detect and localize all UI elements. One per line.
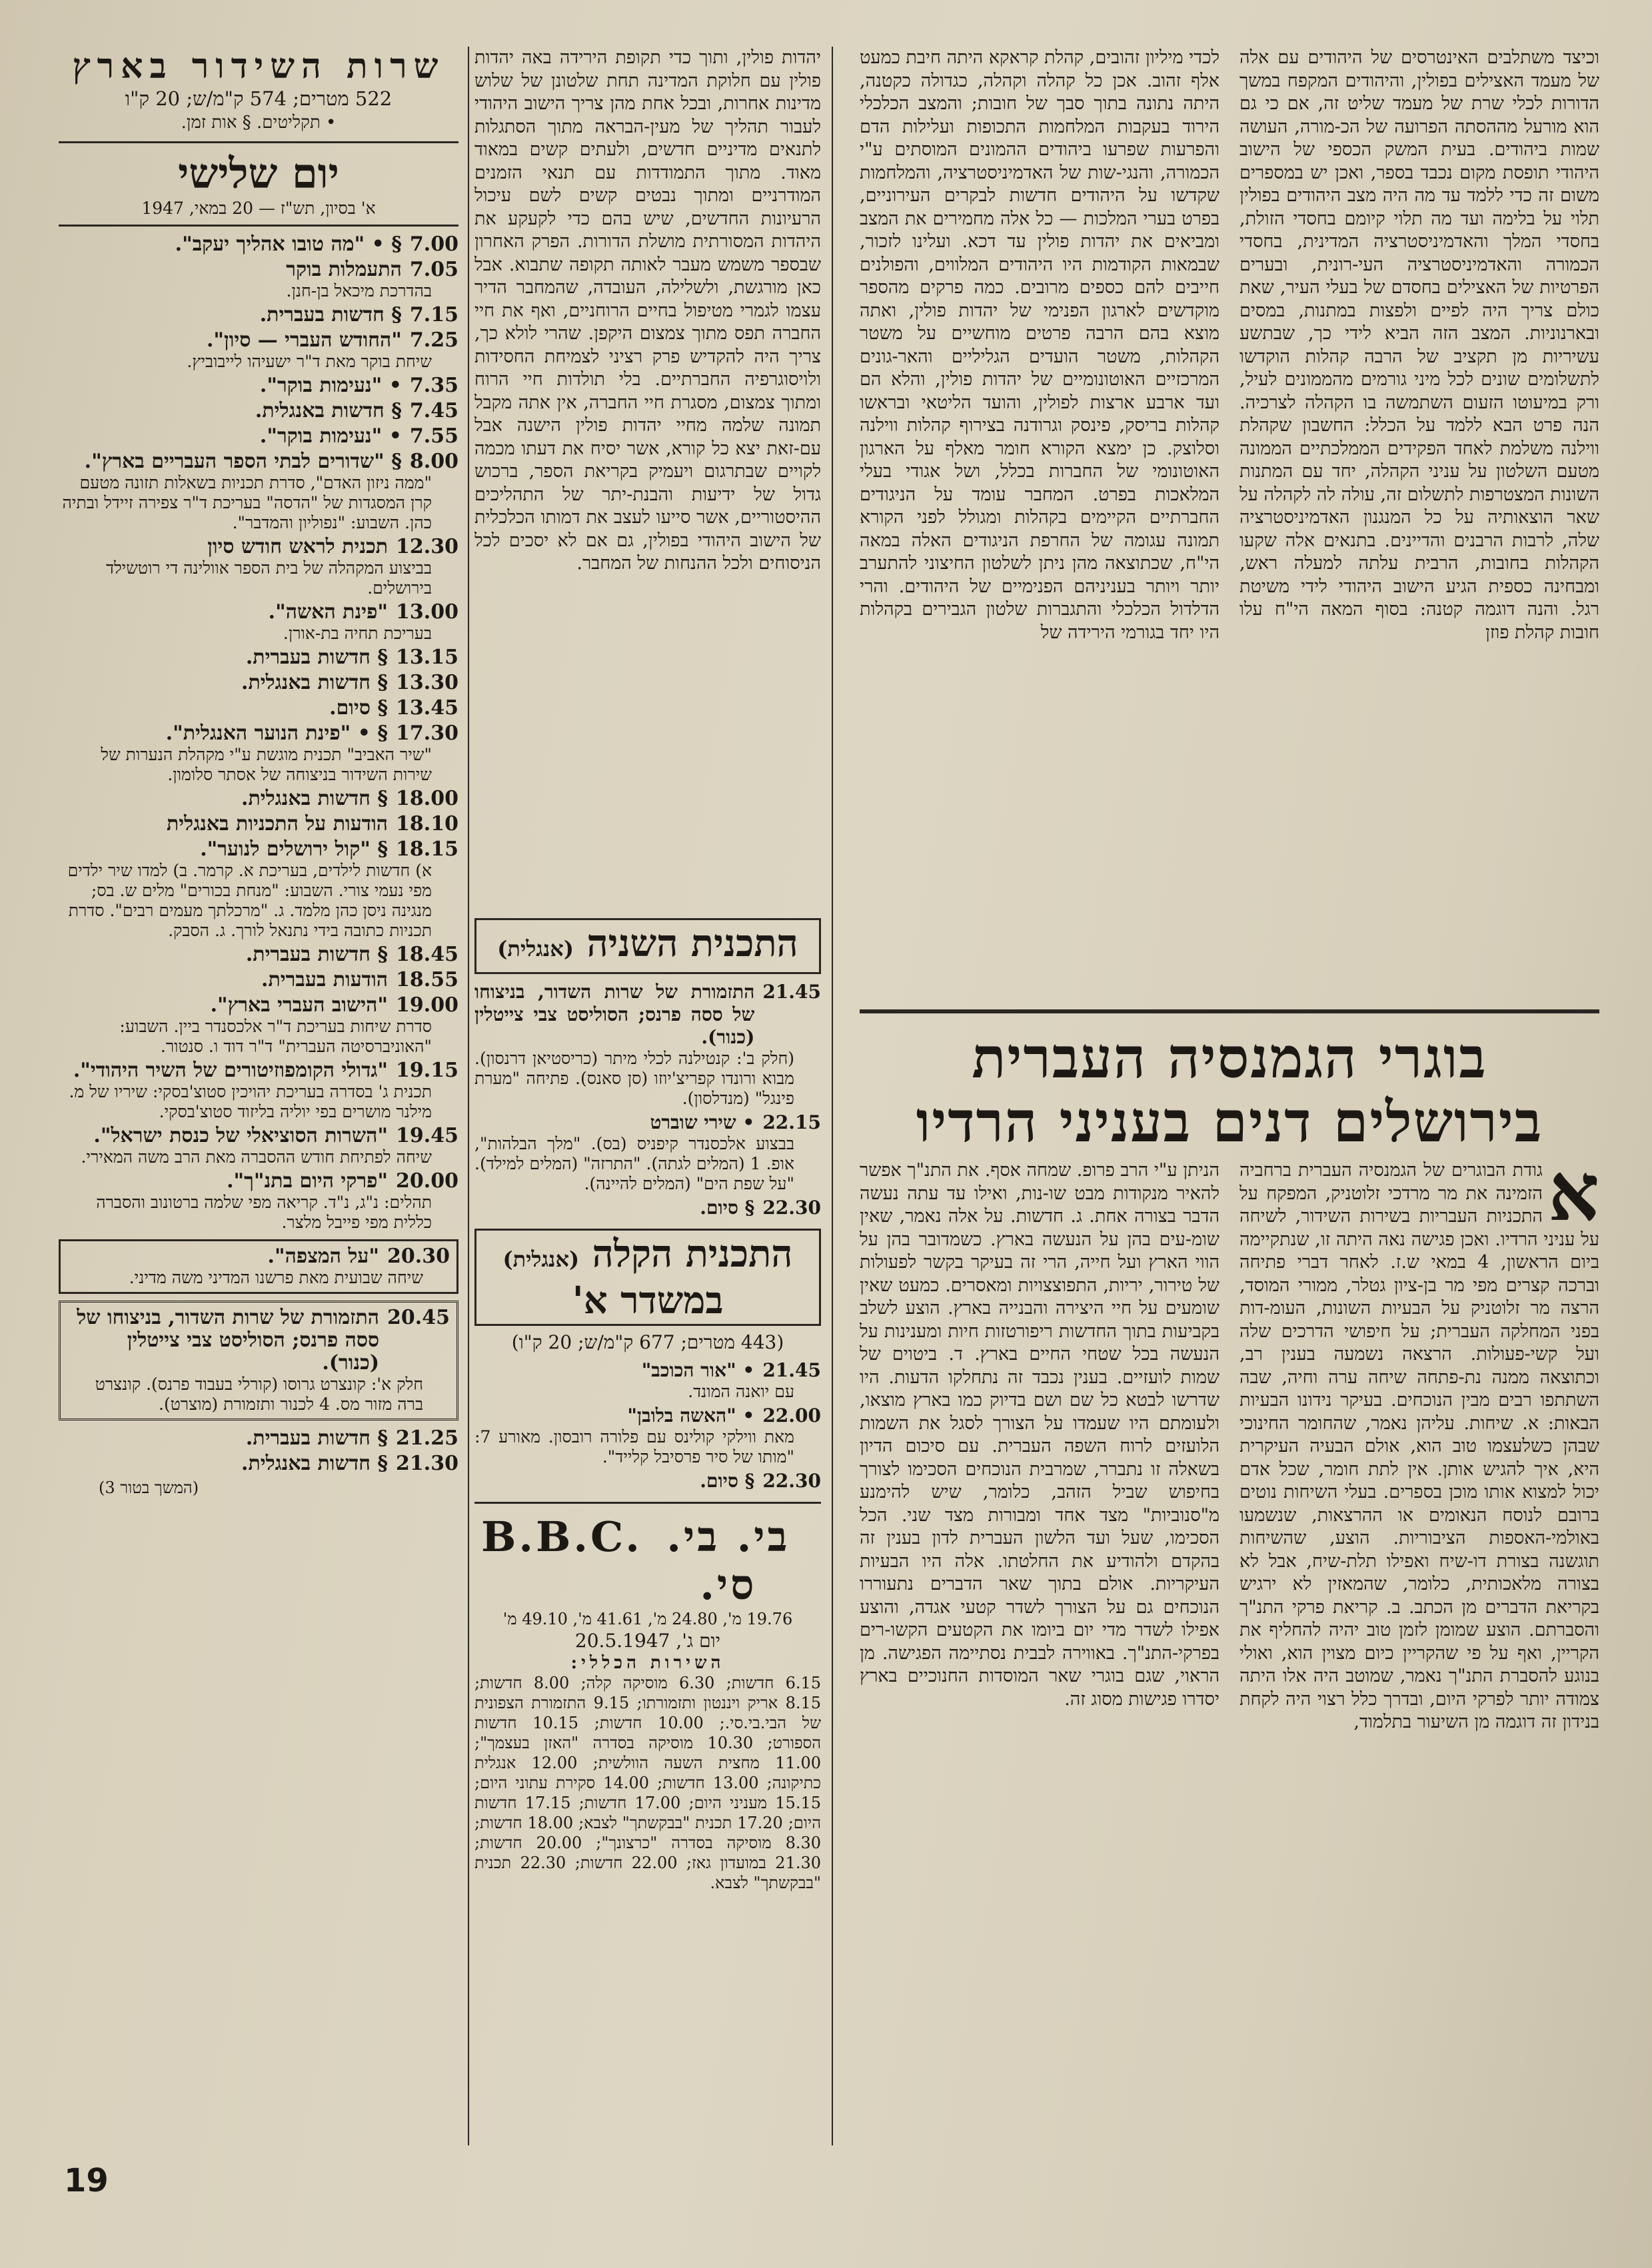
schedule-entry xyxy=(59,672,458,694)
entry-heading xyxy=(59,994,458,1017)
entry-time: 17.30 xyxy=(396,722,458,745)
entry-desc: תהלים: נ"ג, נ"ד. קריאה מפי שלמה ברטונוב והסברה כללית מפי פייבל מלצר. xyxy=(96,1193,432,1232)
entry-title: § חדשות באנגלית. xyxy=(241,671,389,694)
bbc-frequency: 19.76 מ', 24.80 מ', 41.61 מ', 49.10 מ' xyxy=(502,1610,793,1628)
entry-heading xyxy=(474,1111,821,1134)
headline-line-2: בירושלים דנים בעניני הרדיו xyxy=(916,1089,1543,1155)
bbc-day: יום ג', 20.5.1947 xyxy=(574,1630,721,1652)
divider xyxy=(59,225,458,227)
entry-heading xyxy=(59,943,458,966)
schedule-entry xyxy=(59,374,458,397)
schedule-entry xyxy=(59,259,458,301)
schedule-entry xyxy=(59,994,458,1057)
entry-time: 18.15 xyxy=(396,838,458,861)
entry-desc: בבצוע אלכסנדר קיפניס (בס). "מלך הבלהות", אופ. 1 (המלים לגתה). "התרזה" (המלים למילד). "על שפת הים" (המלים להיינה). xyxy=(474,1134,795,1193)
entry-time: 7.55 xyxy=(409,424,458,448)
schedule-entry xyxy=(474,981,821,1109)
entry-heading xyxy=(59,400,458,422)
entry-title: § חדשות בעברית. xyxy=(245,943,389,966)
entry-heading xyxy=(59,304,458,326)
story-headline xyxy=(860,1026,1599,1154)
entry-title: הודעות בעברית. xyxy=(261,968,389,991)
entry-desc: בביצוע המקהלה של בית הספר אוולינה די רוטשילד בירושלים. xyxy=(105,558,432,598)
program-title: התכנית הקלה xyxy=(592,1232,793,1276)
station-frequency: 522 מטרים; 574 ק"מ/ש; 20 ק"ו xyxy=(125,87,393,110)
entry-title: § חדשות באנגלית. xyxy=(241,1452,389,1475)
orchestra-box xyxy=(59,1301,458,1420)
entry-heading xyxy=(474,1359,821,1382)
dropcap: א xyxy=(1547,1159,1599,1239)
schedule-entry xyxy=(474,1470,821,1492)
continued-note: (המשך בטור 3) xyxy=(99,1478,199,1497)
entry-heading xyxy=(59,1427,458,1450)
bbc-section: השירות הכללי: xyxy=(570,1653,725,1673)
entry-heading xyxy=(59,838,458,861)
bbc-schedule-text: 6.15 חדשות; 6.30 מוסיקה קלה; 8.00 חדשות; 8.15 אריק ויננטון ותזמורתו; 9.15 התזמורת הצפונית של הבי.בי.סי.; 10.00 חדשות; 10.15 חדשות הספורט; 10.30 מוסיקה בסדרה "האזן בעצמך"; 11.00 מחצית השעה הוולשית; 12.00 אנגלית כתיקונה; 13.00 חדשות; 14.00 סקירת עתוני היום; 15.15 מעניני היום; 17.00 חדשות; 17.15 חדשות היום; 17.20 תכנית "בבקשתך" לצבא; 18.00 חדשות; 8.30 מוסיקה בסדרה "כרצונך"; 20.00 חדשות; 21.30 במועדון גאז; 22.00 חדשות; 22.30 תכנית "בבקשתך" לצבא. xyxy=(474,1674,821,1892)
program-title: התכנית השניה xyxy=(586,921,798,965)
entry-time: 18.00 xyxy=(396,787,458,810)
schedule-entry xyxy=(474,1197,821,1219)
entry-title: • "נעימות בוקר". xyxy=(259,424,402,448)
program-lang: (אנגלית) xyxy=(497,936,574,961)
entry-desc: חלק א': קונצרט גרוסו (קורלי בעבוד פרנס). קונצרט ברה מזור מס. 4 לכנור ותזמורת (מוצרט). xyxy=(95,1375,423,1414)
entry-time: 19.15 xyxy=(396,1059,458,1082)
entry-desc: מאת ווילקי קולינס עם פלורה רובסון. מאורע 7: "מותו של סיר פרסיבל קלייד". xyxy=(474,1427,794,1466)
radio-schedule-column xyxy=(59,47,458,2145)
schedule-entry xyxy=(59,425,458,448)
entry-title: • "האשה בלובן" xyxy=(627,1405,755,1426)
entry-heading xyxy=(59,697,458,720)
schedule-entry xyxy=(474,1405,821,1467)
schedule-list xyxy=(59,233,458,1233)
schedule-entry xyxy=(59,969,458,991)
day-title: יום שלישי xyxy=(178,149,339,198)
entry-time: 21.25 xyxy=(396,1426,458,1450)
entry-time: 13.45 xyxy=(396,696,458,720)
entry-desc: "שיר האביב" תכנית מוגשת ע"י מקהלת הנערות של שירות השידור בניצוחה של אסתר סלומון. xyxy=(101,745,432,784)
headline-line-1: בוגרי הגמנסיה העברית xyxy=(972,1025,1487,1091)
schedule-entry xyxy=(59,1452,458,1475)
entry-time: 20.00 xyxy=(396,1169,458,1193)
entry-time: 7.25 xyxy=(409,328,458,352)
story-left-col: הניתן ע"י הרב פרופ. שמחה אסף. את התנ"ך אפשר להאיר מנקודות מבט שו-נות, ואילו עד עתה נעשה הדבר בצורה אחת. ג. חדשות. על אלה נאמר, שאין שומ-עים בהן על הנעשה בארץ. כשמדובר בהן על הווי הארץ ועל חייה, הרי זה בעיקר בקשר לפעולות של טירור, יריות, התפוצצויות ומאסרים. כמעט שאין שומעים על חיי היצירה והבנייה בארץ. הוצע לשלב בקביעות בתוך החדשות ריפורטזות חיות ומענינות על הנעשה בכל שטחי החיים בארץ. ד. ביטוים של שמות לועזיים. בענין נכבד זה נתחלקו הדעות. היו שדרשו לבטא כל שם ושם בדיוק כמו בארץ מוצאו, ולעומתם היו שעמדו על הצורך לסגל את השמות הלועזים לרוח השפה העברית. עם סיכום הדיון בשאלה זו נתברר, שמרבית הנוכחים הסכימו לצורך בחיפוש שביל הזהב, כלומר, שיש להימנע מ"סנוביות" מצד אחד ומבורות מצד שני. הכל הסכימו, שעל ועד הלשון העברית לדון בענין זה בהקדם ולהודיע את החלטתו. אלה היו הבעיות העיקריות. אולם בתוך שאר הדברים נתעוררו הנוכחים גם על הצורך לשדר קטעי אגדה, והוצע אפילו לשדר מדי יום ביומו את הקטעים הקשו-רים בפרקי-התנ"ך. באווירה לבבית נסתיימה הפגישה. מן הראוי, שגם בוגרי שאר המוסדות החנוכיים בארץ יסדרו פגישות מסוג זה. xyxy=(860,1160,1220,1710)
entry-desc: בהדרכת מיכאל בן-חנן. xyxy=(286,281,432,300)
entry-time: 22.15 xyxy=(762,1111,821,1133)
entry-heading xyxy=(474,1470,821,1492)
entry-heading xyxy=(59,329,458,352)
entry-title: "החודש העברי — סיון". xyxy=(206,328,402,352)
entry-time: 19.45 xyxy=(396,1124,458,1147)
entry-heading xyxy=(59,374,458,397)
page-number: 19 xyxy=(64,2162,109,2199)
program-lang: (אנגלית) xyxy=(502,1247,580,1272)
schedule-entry xyxy=(59,1170,458,1233)
column-rule xyxy=(832,47,833,2145)
entry-heading xyxy=(59,601,458,624)
top-article-left-col: לכדי מיליון זהובים, קהלת קראקא היתה חיבת כמעט אלף זהוב. אכן כל קהלה וקהלה, כגדולה כקטנה, היתה נתונה בתוך סבך של חובות; והמצב הכלכלי הירוד בעקבות המלחמות התכופות ועלילות הדם והפרעות שפרעו ביהודים ההמונים המוסתים ע"י הכמורה, והנגי-שות של האדמיניסטרציה, והמלחמות שקדשו על היהודים חדשות לבקרים העירוניים, בפרט בערי המלכות — כל אלה מחמירים את המצב ומביאים את יהדות פולין עד דכא. ועלינו לזכור, שבמאות הקודמות היו היהודים המלווים, והפולנים חייבים להם כספים מרובים. כמה פרקים מהספר מוקדשים לארגון הפנימי של יהדות פולין, ואתה מוצא בהם הרבה פרטים מוחשיים על משטר הקהלות, משטר הועדים הגליליים והאר-גונים המרכזיים האוטונומיים של יהדות פולין, והלא הם ועד ארבע ארצות לפולין, והועד הליטאי ובראשו קהלות בריסק, פינסק וגרודנה בצירוף קהלות ווילנה וסלוצק. כן ימצא הקורא חומר מאלף על הארגון האוטונומי של החברות בכלל, ושל אגודי בעלי המלאכות בפרט. המחבר עומד על הניגודים החברתיים הקיימים בקהלות ומגולל לפני הקורא תמונה עגומה של החרפת הניגודים האלה במאה הי"ח, שכתוצאה מהן ניתן לשלטון החיצוני להתערב יותר ויותר בעניניהם הפנימיים של היהודים. והרי הדלדול הכלכלי והתגברות שלטון הגבירים בקהלות היו יחד בגורמי הירידה של xyxy=(860,47,1220,643)
entry-title: תכנית לראש חודש סיון xyxy=(207,535,389,558)
middle-column xyxy=(474,47,821,2145)
schedule-entry xyxy=(59,722,458,785)
entry-desc: סדרת שיחות בעריכת ד"ר אלכסנדר ביין. השבוע: "האוניברסיטה העברית" ד"ר דוד ו. סנטור. xyxy=(119,1017,432,1056)
entry-time: 21.45 xyxy=(762,1359,821,1381)
schedule-entry xyxy=(59,697,458,720)
entry-heading xyxy=(59,672,458,694)
entry-heading xyxy=(59,450,458,473)
entry-title: § סיום. xyxy=(700,1197,755,1219)
light-program-title xyxy=(474,1229,821,1326)
entry-time: 7.45 xyxy=(409,399,458,422)
entry-time: 22.30 xyxy=(762,1470,821,1492)
entry-heading xyxy=(474,1197,821,1219)
entry-time: 13.00 xyxy=(396,600,458,624)
entry-time: 19.00 xyxy=(396,993,458,1017)
entry-time: 20.45 xyxy=(387,1306,450,1329)
entry-time: 18.55 xyxy=(396,968,458,991)
entry-heading xyxy=(59,425,458,448)
entry-title: "גדולי הקומפוזיטורים של השיר היהודי". xyxy=(73,1059,389,1082)
story-right-col xyxy=(1239,1159,1599,2145)
schedule-entry xyxy=(59,400,458,422)
entry-time: 13.30 xyxy=(396,671,458,694)
mitzpe-box xyxy=(59,1239,458,1294)
schedule-entry xyxy=(59,1427,458,1450)
station-title: שרות השידור בארץ xyxy=(72,47,445,87)
entry-title: § חדשות באנגלית. xyxy=(255,399,402,422)
schedule-entry xyxy=(59,646,458,669)
entry-time: 13.15 xyxy=(396,646,458,669)
entry-title: • "אור הכוכב" xyxy=(641,1359,755,1381)
light-program-list xyxy=(474,1359,821,1492)
divider xyxy=(59,141,458,143)
entry-title: "פרקי היום בתנ"ך". xyxy=(227,1169,389,1193)
entry-time: 21.30 xyxy=(396,1452,458,1475)
entry-title: § "שדורים לבתי הספר העבריים בארץ". xyxy=(84,450,402,473)
entry-time: 21.45 xyxy=(762,981,821,1003)
entry-title: § • "מה טובו אהליך יעקב". xyxy=(175,233,402,256)
program-frequency: (443 מטרים; 677 ק"מ/ש; 20 ק"ו) xyxy=(511,1331,784,1353)
entry-title: "השרות הסוציאלי של כנסת ישראל". xyxy=(93,1124,389,1147)
schedule-entry xyxy=(59,536,458,598)
entry-time: 7.15 xyxy=(409,303,458,326)
entry-heading xyxy=(59,1125,458,1147)
entry-time: 22.00 xyxy=(762,1405,821,1426)
schedule-entry xyxy=(59,813,458,836)
entry-title: § סיום. xyxy=(329,696,389,720)
entry-heading xyxy=(59,813,458,836)
second-program-list xyxy=(474,981,821,1219)
entry-heading xyxy=(59,536,458,558)
schedule-end-list xyxy=(59,1427,458,1475)
entry-time: 7.35 xyxy=(409,374,458,397)
entry-title: § חדשות באנגלית. xyxy=(241,787,389,810)
entry-desc: שיחת בוקר מאת ד"ר ישעיהו לייבוביץ. xyxy=(187,352,432,371)
divider xyxy=(474,1502,821,1504)
entry-time: 22.30 xyxy=(762,1197,821,1219)
entry-time: 12.30 xyxy=(396,535,458,558)
entry-time: 8.00 xyxy=(409,450,458,473)
entry-title: § סיום. xyxy=(700,1470,755,1492)
program-subtitle: במשדר א' xyxy=(572,1279,724,1323)
entry-desc: עם יואנה המונד. xyxy=(688,1382,794,1401)
second-program-title xyxy=(474,918,821,974)
entry-title: • "נעימות בוקר". xyxy=(259,374,402,397)
entry-heading xyxy=(59,722,458,745)
entry-title: "על המצפה". xyxy=(267,1245,380,1268)
entry-desc: (חלק ב': קנטילנה לכלי מיתר (כריסטיאן דרנסון). מבוא ורונדו קפריצ'יוזו (סן סאנס). פתיחה "מערת פינגל" (מנדלסון). xyxy=(474,1049,794,1108)
date-line: א' בסיון, תש"ז — 20 במאי, 1947 xyxy=(141,199,376,218)
entry-title: "פינת האשה". xyxy=(268,600,389,624)
bbc-latin: B.B.C. xyxy=(481,1512,642,1561)
entry-heading xyxy=(59,788,458,810)
entry-desc: שיחה לפתיחת חודש ההסברה מאת הרב משה המאירי. xyxy=(81,1147,432,1167)
entry-heading xyxy=(59,1170,458,1193)
schedule-entry xyxy=(474,1359,821,1402)
entry-heading xyxy=(59,233,458,256)
schedule-entry xyxy=(59,601,458,644)
entry-time: 18.45 xyxy=(396,943,458,966)
entry-heading xyxy=(59,1452,458,1475)
entry-time: 7.05 xyxy=(409,258,458,281)
schedule-legend: • תקליטים. § אות זמן. xyxy=(181,113,337,133)
schedule-entry xyxy=(59,233,458,256)
schedule-entry xyxy=(59,1125,458,1167)
entry-title: התזמורת של שרות השדור, בניצוחו של ססה פרנס; הסוליסט צבי צייטלין (כנור). xyxy=(77,1306,380,1375)
schedule-entry xyxy=(474,1111,821,1194)
entry-time: 20.30 xyxy=(387,1245,450,1268)
entry-desc: "ממה ניזון האדם", סדרת תכניות בשאלות תזונה מטעם קרן המסגדות של "הדסה" בעריכת ד"ר צפירה זיידל ובתיה כהן. השבוע: "נפוליון והמדבר". xyxy=(62,473,432,532)
entry-desc: בעריכת תחיה בת-אורן. xyxy=(283,624,432,643)
schedule-entry xyxy=(59,788,458,810)
entry-heading xyxy=(474,981,821,1049)
bbc-title xyxy=(474,1513,821,1609)
top-article-right-col: וכיצד משתלבים האינטרסים של היהודים עם אלה של מעמד האצילים בפולין, והיהודים המקפח במשך הדורות לכלי שרת של מעמד שליט זה, אם כי גם הוא מורעל מההסתה הפרועה של הכ-מורה, העושה שמות ביהודים. בעית המשק הכספי של הישוב היהודי תופסת מקום נכבד בספר, ואכן יש במספרים משום זה כדי ללמד עד מה היה מצב היהודים בפולין תלוי על בלימה ועד מה תלוי קיומם בחסדי הזולת, בחסדי המלך והאדמיניסטרציה המדינית, בחסדי הכמורה והאדמיניסטרציה העי-רונית, ובערים הפרטיות של האצילים בחסדם של בעלי העיר, שאת כולם צריך היה לפיים ולפצות במתנות, במסים ובארנוניות. המצב הזה הביא לידי כך, שבתשע עשיריות מן תקציב של הרבה קהלות הוקדשו לתשלומים שונים לכל מיני גורמים מהממונים לעיל, ורק במיעוטו הזעום השתמשה בו הקהלה לצרכיה. הנה פרט הבא ללמד על הכלל: החשבון שקהלת ווילנה משלמת לאחד הפקידים הממלכתיים הממונה מטעם השלטון על עניני הקהלה, יחד עם המתנות השונות המצטרפות לתשלום זה, עולה לה לקהלה על שאר הוצאותיה על כל המנגנון האדמיניסטרציה שלה, לרבות הרבנים והדיינים. בתנאים אלה שקעו הקהלות בחובות, הרבית עלתה למעלה ראש, ומבחינה כספית הגיע הישוב היהודי לידי משיטת רגל. והנה דוגמה קטנה: בסוף המאה הי"ח עלו חובות קהלת פוזן xyxy=(1239,47,1599,643)
schedule-entry xyxy=(59,1059,458,1122)
entry-title: § חדשות בעברית. xyxy=(245,646,389,669)
bbc-hebrew: בי. בי. סי. xyxy=(666,1512,790,1609)
entry-title: הודעות על התכניות באנגלית xyxy=(167,812,389,836)
entry-desc: שיחה שבועית מאת פרשנו המדיני משה מדיני. xyxy=(129,1268,423,1287)
entry-time: 18.10 xyxy=(396,812,458,836)
entry-heading xyxy=(59,646,458,669)
entry-heading xyxy=(59,1059,458,1082)
schedule-entry xyxy=(59,450,458,533)
schedule-entry xyxy=(59,304,458,326)
entry-title: § • "פינת הנוער האנגלית". xyxy=(165,722,389,745)
schedule-entry xyxy=(59,329,458,372)
entry-heading xyxy=(474,1405,821,1427)
article-continuation: יהדות פולין, ותוך כדי תקופת הירידה באה יהדות פולין עם חלוקת המדינה תחת שלטונן של שלוש מדינות אחרות, ובכל אחת מהן צריך הישוב היהודי לעבור תהליך של מעין-הבראה מתוך הסתגלות לתנאים מדיניים חדשים, ולעתים קשים במאוד מאוד. מתוך התמודדות עם תנאי הזמנים המודרניים ומתוך נבטים קשים לשם עיכול הרעיונות החדשים, שיש בהם כדי לקעקע את היהדות המסורתית מושלת הדורות. הפרק האחרון שבספר משמש מעבר לאותה תקופה שתבוא. אבל כאן מורגשת, ולשלילה, העובדה, שהמחבר הדיר עצמו לגמרי מטיפול בחיים הרוחניים, ואף את חיי החברה תפס מתוך צמצום היקפן. שהרי לולא כך, צריך היה להקדיש פרק רציני לצמיחת החסידות ולויסוגרפיה החברתיים. בלי תולדות חיי הרוח ומתוך צמצום, מסגרת חיי החברה, אין אתה מקבל תמונה שלמה מחיי יהדות פולין הישנה אבל עם-זאת יצא כל קורא, אשר יסיח את דעתו מכמה לקויים שבתרגום ויעמיק בקריאת הספר, ברכוש גדול של ידיעות והבנת-יתר של התהליכים ההיסטוריים, אשר סייעו לעצב את דמותו הכלכלית של הישוב היהודי בפולין, גם אם לא יסכים לכל הניסוחים ולכל ההנחות של המחבר. xyxy=(474,47,821,574)
story-right-text: גודת הבוגרים של הגמנסיה העברית ברחביה הזמינה את מר מרדכי זלוטניק, המפקח על התכניות העבריות בשירות השידור, לשיחה על עניני הרדיו. ואכן פגישה נאה היתה זו, שנתקיימה ביום הראשון, 4 במאי ש.ז. לאחר דברי פתיחה וברכה קצרים מפי מר בן-ציון גטלר, ממורי המוסד, הרצה מר זלוטניק על הבעיות השונות, העומ-דות בפני המחלקה העברית; על חיפושי הדרכים שלה ועל קשי-פעולות. הרצאה נשמעה בענין רב, וכתוצאה ממנה נת-פתחה שיחה ערה וחיה, שבה השתתפו רבים מבין הנוכחים. בעיקר נידונו הבעיות הבאות: א. שיחות. עליהן נאמר, שהחומר החינוכי שבהן כשלעצמו טוב הוא, אולם הבעיה העיקרית היא, איך להגיש אותן. אין לתת חומר, שכל אדם יכול למצוא אותו מוכן בספרים. בעלי השיחות נוטים ברובם לנוסח הנאומים או ההרצאות, שנשמעו באולמי-האספות הציבוריות. הוצע, שהשיחות תוגשנה בצורת דו-שיח ואפילו תלת-שיח, אבל לא בצורה מלאכותית, כלומר, שהמאזין לא ירגיש בקריאת הדברים מן הכתב. ב. קריאת פרקי התנ"ך והסברתם. הוצע שמומן לזמן טוב יהיה להחליף את הקריין, ואף על פי שהקריין כיום מצוין הוא, ואולי בנוגע להסברת התנ"ך נאמר, שמוטב היה אלו היתה צמודה יותר לפרקי היום, ובדרך כלל רצוי היה לקחת בנידון זה דוגמה מן השיעור בתלמוד, xyxy=(1239,1160,1599,1732)
entry-title: § "קול ירושלים לנוער". xyxy=(200,838,389,861)
light-program xyxy=(474,1229,821,1492)
schedule-entry xyxy=(59,838,458,941)
entry-title: "הישוב העברי בארץ". xyxy=(210,993,389,1017)
entry-title: • שירי שוברט xyxy=(650,1111,755,1133)
entry-heading xyxy=(59,969,458,991)
entry-title: § חדשות בעברית. xyxy=(259,303,402,326)
entry-desc: א) חדשות לילדים, בעריכת א. קרמר. ב) למדו שיר ילדים מפי נעמי צורי. השבוע: "מנחת בכורים" מלים ש. בס; מנגינה ניסן כהן מלמד. ג. "מרכלתך מעמים רבים". סדרת תכניות כתובה בידי נתנאל לורך. ג. הסבק. xyxy=(67,861,432,940)
entry-title: התעמלות בוקר xyxy=(286,258,402,281)
entry-title: התזמורת של שרות השדור, בניצוחו של ססה פרנס; הסוליסט צבי צייטלין (כנור). xyxy=(474,981,755,1048)
entry-heading xyxy=(59,259,458,281)
second-program xyxy=(474,918,821,1219)
column-rule xyxy=(468,47,469,2145)
entry-desc: תכנית ג' בסדרה בעריכת יהויכין סטוצ'בסקי: שיריו של מ. מילנר מושרים בפי יוליה בליזוד סטוצ'בסקי. xyxy=(69,1082,432,1121)
entry-time: 7.00 xyxy=(409,233,458,256)
schedule-entry xyxy=(59,943,458,966)
entry-title: § חדשות בעברית. xyxy=(245,1426,389,1450)
headline-rule xyxy=(860,1009,1599,1013)
